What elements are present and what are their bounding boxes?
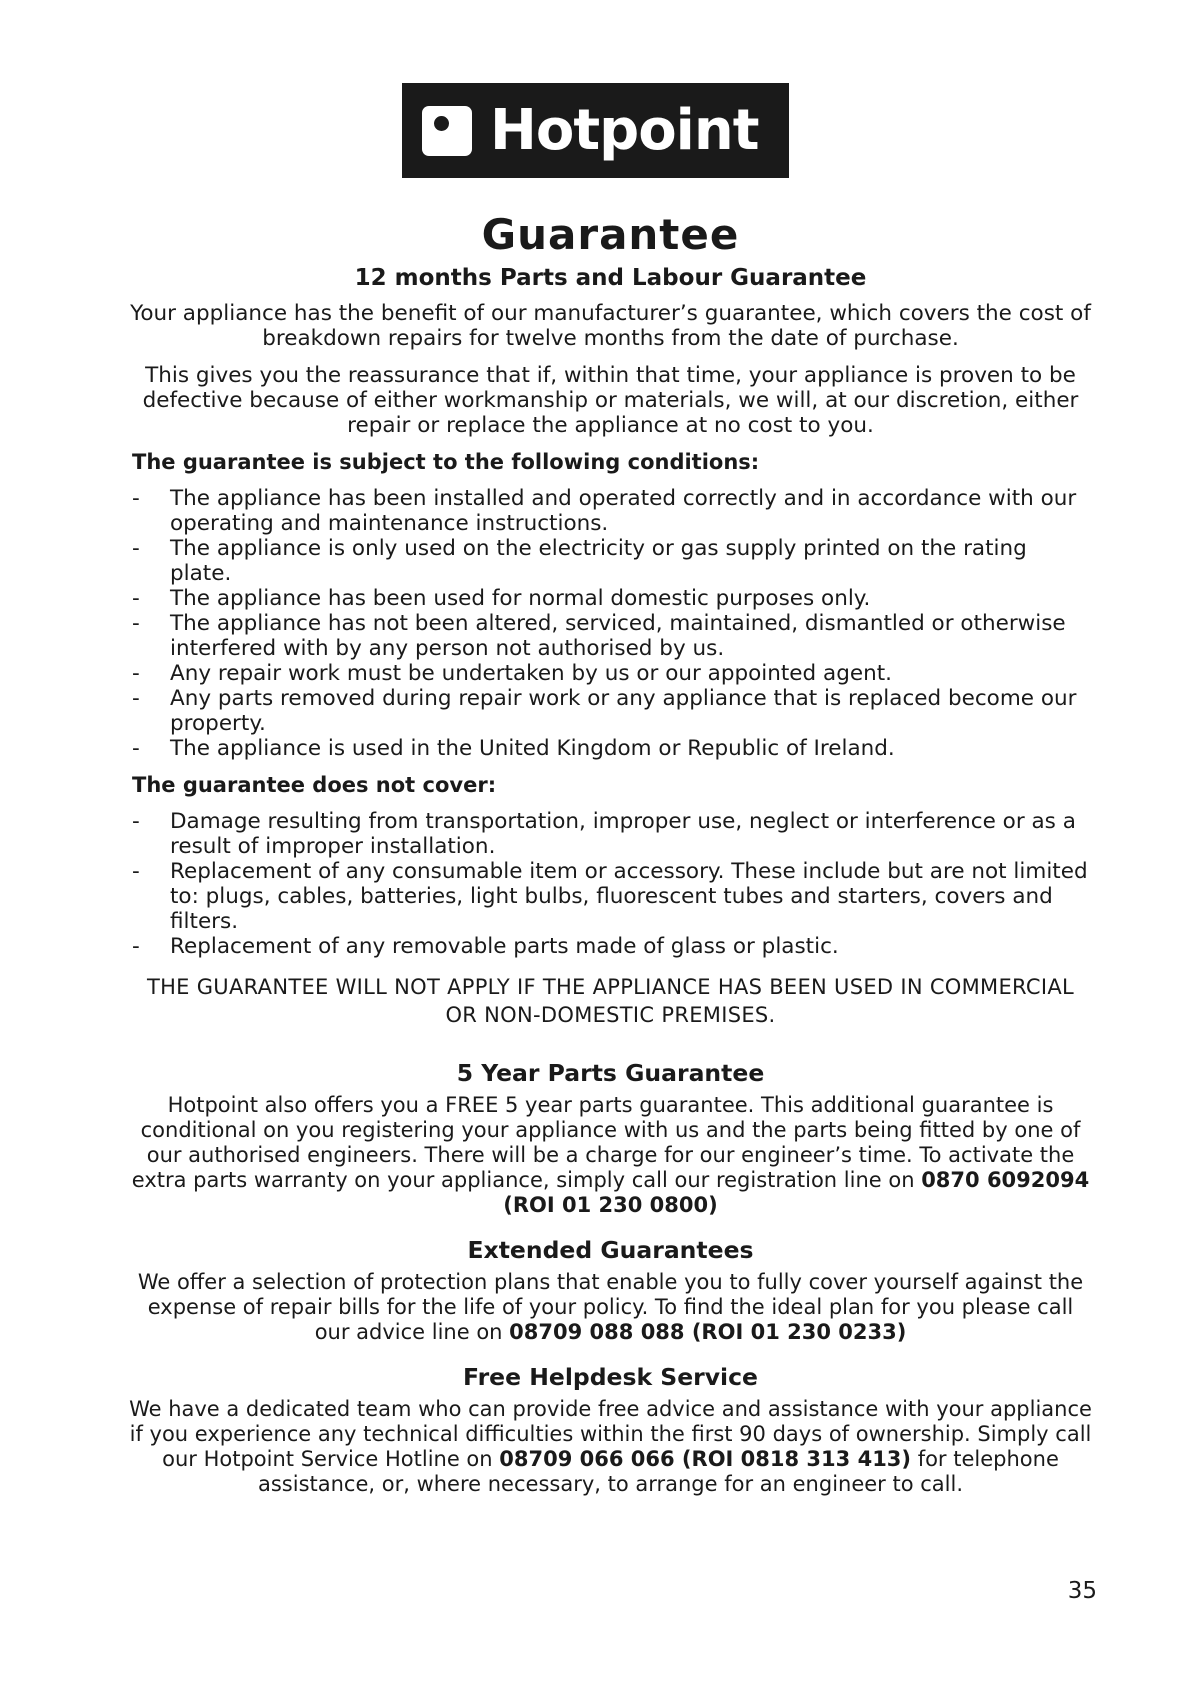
list-item: - The appliance is used in the United Kingdom or Republic of Ireland. xyxy=(128,736,1093,761)
list-item: - Replacement of any consumable item or accessory. These include but are not limited to: plugs, cables, batteries, light bulbs, fluorescent tubes and starters, covers and filters. xyxy=(128,859,1093,934)
list-item: - The appliance has not been altered, serviced, maintained, dismantled or otherwise interfered with by any person not authorised by us. xyxy=(128,611,1093,661)
service-phone: 08709 066 066 (ROI 0818 313 413) xyxy=(499,1447,912,1471)
list-item: - The appliance has been installed and operated correctly and in accordance with our operating and maintenance instructions. xyxy=(128,486,1093,536)
page-number: 35 xyxy=(1067,1578,1097,1604)
extended-text xyxy=(128,1270,1093,1345)
page-title: Guarantee xyxy=(481,210,740,259)
commercial-use-notice: THE GUARANTEE WILL NOT APPLY IF THE APPLIANCE HAS BEEN USED IN COMMERCIAL OR NON-DOMESTIC PREMISES. xyxy=(146,975,1075,1027)
guarantee-content xyxy=(128,210,1093,1515)
list-item: - Any parts removed during repair work or any appliance that is replaced become our property. xyxy=(128,686,1093,736)
conditions-list xyxy=(128,486,1093,761)
list-item: - Damage resulting from transportation, improper use, neglect or interference or as a result of improper installation. xyxy=(128,809,1093,859)
helpdesk-body-end: for telephone assistance, or, where necessary, to arrange for an engineer to call. xyxy=(257,1447,1059,1496)
list-item: - Any repair work must be undertaken by us or our appointed agent. xyxy=(128,661,1093,686)
helpdesk-text xyxy=(128,1397,1093,1497)
exclusions-heading: The guarantee does not cover: xyxy=(132,773,497,797)
advice-phone: 08709 088 088 (ROI 01 230 0233) xyxy=(509,1320,907,1344)
conditions-heading: The guarantee is subject to the following conditions: xyxy=(132,450,760,474)
logo-text: Hotpoint xyxy=(490,98,759,163)
five-year-title: 5 Year Parts Guarantee xyxy=(456,1059,765,1087)
registration-phone: 0870 6092094 (ROI 01 230 0800) xyxy=(503,1168,1090,1217)
hotpoint-logo xyxy=(402,83,789,178)
intro-paragraph: This gives you the reassurance that if, within that time, your appliance is proven to be defective because of either workmanship or materials, we will, at our discretion, either repair or replace the appliance at no cost to you. xyxy=(142,363,1079,438)
exclusions-list xyxy=(128,809,1093,959)
helpdesk-title: Free Helpdesk Service xyxy=(463,1363,758,1391)
hotpoint-mark-icon xyxy=(422,106,472,156)
extended-body: We offer a selection of protection plans that enable you to fully cover yourself against the expense of repair bills for the life of your policy. To find the ideal plan for you please call our advice line on xyxy=(137,1270,1084,1344)
list-item: - Replacement of any removable parts made of glass or plastic. xyxy=(128,934,1093,959)
logo-container xyxy=(0,83,1191,178)
helpdesk-body: We have a dedicated team who can provide free advice and assistance with your appliance if you experience any technical difficulties within the first 90 days of ownership. Simply call our Hotpoint Service Hotline on xyxy=(129,1397,1092,1471)
five-year-body: Hotpoint also offers you a FREE 5 year parts guarantee. This additional guarantee is conditional on you registering your appliance with us and the parts being fitted by one of our authorised engineers. There will be a charge for our engineer’s time. To activate the extra parts warranty on your appliance, simply call our registration line on xyxy=(131,1093,1081,1192)
page-subtitle: 12 months Parts and Labour Guarantee xyxy=(354,265,867,291)
extended-title: Extended Guarantees xyxy=(467,1236,754,1264)
intro-paragraph: Your appliance has the benefit of our manufacturer’s guarantee, which covers the cost of breakdown repairs for twelve months from the date of purchase. xyxy=(130,301,1091,351)
five-year-text xyxy=(128,1093,1093,1218)
list-item: - The appliance is only used on the electricity or gas supply printed on the rating plate. xyxy=(128,536,1093,586)
list-item: - The appliance has been used for normal domestic purposes only. xyxy=(128,586,1093,611)
